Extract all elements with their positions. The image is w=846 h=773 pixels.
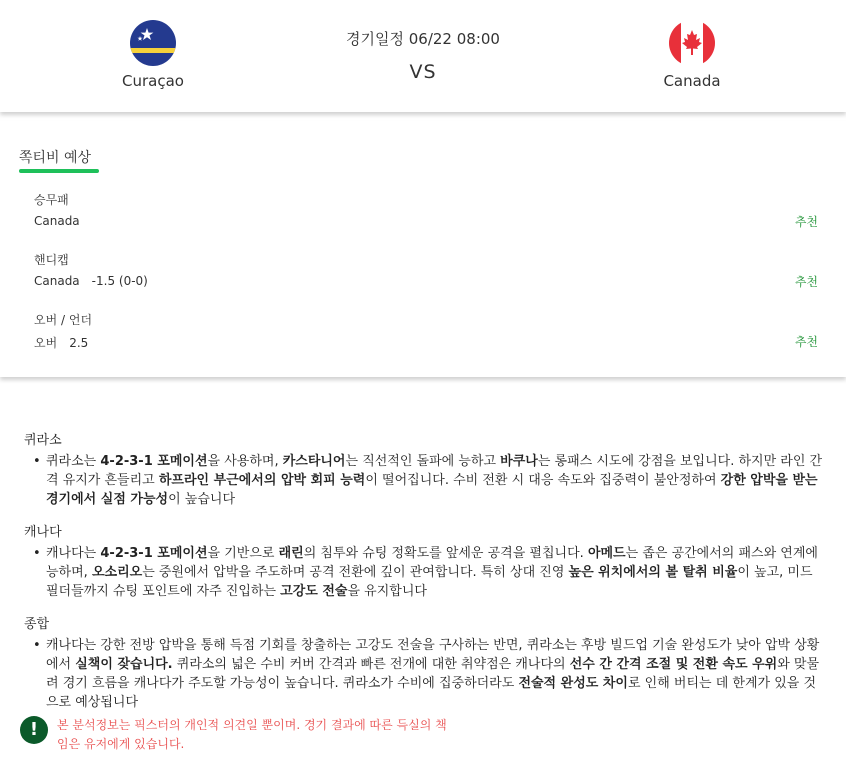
emphasis-text: 래린 xyxy=(278,546,304,561)
body-text: 퀴라소의 넓은 수비 커버 간격과 빠른 전개에 대한 취약점은 캐나다의 xyxy=(172,657,570,672)
bet-pick xyxy=(34,214,824,228)
body-text: 이 높고, 미드필더들까지 슈팅 포인트에 자주 진입하는 xyxy=(46,565,813,599)
emphasis-text: 전술적 완성도 차이 xyxy=(518,676,628,691)
bet-pick-team: Canada xyxy=(34,274,80,288)
bet-pick-team: Canada xyxy=(34,214,80,228)
vs-label: VS xyxy=(409,61,437,83)
bet-row-handicap xyxy=(34,251,824,288)
analysis-paragraph xyxy=(24,544,824,601)
bet-type-label: 오버 / 언더 xyxy=(34,313,93,327)
analysis-paragraph xyxy=(24,452,824,509)
emphasis-text: 아메드 xyxy=(587,546,626,561)
analysis-summary xyxy=(24,616,824,712)
prediction-card xyxy=(0,121,846,377)
analysis-paragraph xyxy=(24,636,824,712)
body-text: 을 기반으로 xyxy=(207,546,279,561)
recommend-badge: 추천 xyxy=(794,335,818,349)
bet-row-over-under xyxy=(34,311,824,351)
body-text: 캐나다는 xyxy=(46,546,101,561)
emphasis-text: 카스타니어 xyxy=(282,454,346,469)
canada-flag-icon xyxy=(669,20,715,66)
prediction-tab-underline xyxy=(19,169,99,173)
analysis-canada xyxy=(24,524,824,601)
away-team-name: Canada xyxy=(663,72,721,90)
section-title: 퀴라소 xyxy=(24,433,62,448)
home-team-name: Curaçao xyxy=(122,72,184,90)
body-text: 로 인해 버티는 데 한계가 있을 것으로 예상됩니다 xyxy=(46,676,817,710)
emphasis-text: 바쿠나 xyxy=(500,454,538,469)
emphasis-text: 오소리오 xyxy=(91,565,143,580)
section-title: 종합 xyxy=(24,617,50,632)
home-team[interactable] xyxy=(93,20,213,90)
body-text: 퀴라소는 xyxy=(46,454,101,469)
curacao-flag-icon xyxy=(130,20,176,66)
analysis-section xyxy=(0,432,846,712)
body-text: 는 중원에서 압박을 주도하며 공격 전환에 깊이 관여합니다. 특히 상대 진영 xyxy=(142,565,569,580)
match-date: 경기일정 06/22 08:00 xyxy=(346,30,500,48)
disclaimer xyxy=(20,716,520,756)
emphasis-text: 실책이 잦습니다. xyxy=(75,657,173,672)
bet-type-label: 승무패 xyxy=(34,193,69,207)
body-text: 이 떨어집니다. 수비 전환 시 대응 속도와 집중력이 불안정하여 xyxy=(365,473,721,488)
body-text: 의 침투와 슈팅 정확도를 앞세운 공격을 펼칩니다. xyxy=(303,546,588,561)
match-info xyxy=(323,28,523,83)
analysis-curacao xyxy=(24,432,824,509)
bet-pick xyxy=(34,274,824,288)
bet-pick-team: 오버 xyxy=(34,336,58,350)
away-team[interactable] xyxy=(632,20,752,90)
body-text: 는 좁은 공간에서의 패스와 연계에 능하며, xyxy=(46,546,818,580)
emphasis-text: 강한 압박을 받는 경기에서 실점 가능성 xyxy=(46,473,818,507)
emphasis-text: 고강도 전술 xyxy=(280,584,348,599)
section-title: 캐나다 xyxy=(24,525,62,540)
bet-pick xyxy=(34,334,824,351)
disclaimer-text: 본 분석정보는 픽스터의 개인적 의견일 뿐이며. 경기 결과에 따른 득실의 책임은 유저에게 있습니다. xyxy=(57,718,447,751)
emphasis-text: 선수 간 간격 조절 및 전환 속도 우위 xyxy=(569,657,778,672)
recommend-badge: 추천 xyxy=(794,275,818,289)
body-text: 는 직선적인 돌파에 능하고 xyxy=(345,454,501,469)
emphasis-text: 4-2-3-1 포메이션 xyxy=(100,546,208,561)
bet-pick-line: -1.5 (0-0) xyxy=(91,274,148,288)
body-text: 와 맞물려 경기 흐름을 캐나다가 주도할 가능성이 높습니다. 퀴라소가 수비에 집중하더라도 xyxy=(46,657,820,691)
section-list xyxy=(24,544,824,601)
body-text: 는 롱패스 시도에 강점을 보입니다. 하지만 라인 간격 유지가 흔들리고 xyxy=(46,454,823,488)
body-text: 캐나다는 강한 전방 압박을 통해 득점 기회를 창출하는 고강도 전술을 구사하는 반면, 퀴라소는 후방 빌드업 기술 완성도가 낮아 압박 상황에서 xyxy=(46,638,820,672)
recommend-badge: 추천 xyxy=(794,215,818,229)
exclamation-icon: ! xyxy=(20,716,48,744)
emphasis-text: 4-2-3-1 포메이션 xyxy=(100,454,208,469)
emphasis-text: 하프라인 부근에서의 압박 회피 능력 xyxy=(158,473,366,488)
section-list xyxy=(24,636,824,712)
body-text: 을 사용하며, xyxy=(207,454,283,469)
bet-row-win-draw-lose xyxy=(34,191,824,228)
body-text: 이 높습니다 xyxy=(168,492,236,507)
bet-pick-line: 2.5 xyxy=(69,336,89,350)
prediction-tab-title[interactable]: 쪽티비 예상 xyxy=(19,150,92,166)
bet-type-label: 핸디캡 xyxy=(34,253,69,267)
section-list xyxy=(24,452,824,509)
emphasis-text: 높은 위치에서의 볼 탈취 비율 xyxy=(568,565,738,580)
body-text: 을 유지합니다 xyxy=(347,584,427,599)
match-header xyxy=(0,0,846,112)
